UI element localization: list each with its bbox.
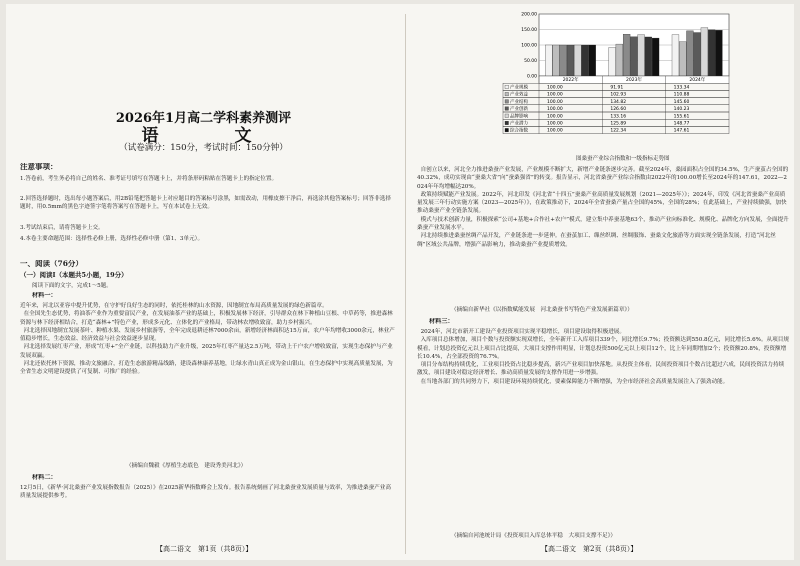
material3-source: （摘编自河池统计局《投资项目入库总体平稳 大项目支撑不足》）: [451, 533, 617, 539]
legend-swatch: [505, 92, 509, 96]
bar: [574, 45, 581, 76]
data-label: 145.60: [673, 99, 690, 105]
index-chart-svg: [501, 8, 741, 148]
bar: [623, 34, 630, 76]
bar: [645, 37, 652, 76]
bar: [616, 44, 623, 76]
data-label: 102.93: [610, 92, 627, 98]
bar: [560, 45, 567, 76]
legend-label: 产业规模: [510, 85, 528, 91]
data-label: 100.00: [547, 99, 563, 105]
legend-label: 品牌影响: [510, 114, 528, 120]
data-label: 100.00: [547, 121, 563, 127]
y-tick-label: 100.00: [521, 43, 537, 49]
data-label: 133.34: [673, 85, 690, 91]
material2-source: （摘编自新华社《以指数赋能发展 河北桑蚕书写特色产业发展新篇章》）: [451, 307, 633, 313]
section-instruction: 阅读下面的文字，完成1～5题。: [32, 283, 112, 289]
material3-text: 2024年，河北市新开工建设产业投资项目实现平稳增长，项目建设取得积极进展。 入库项目总体增加，项目个数与投资额实现双增长，全年新开工入库项目339个，同比增长9.7%；投资额达到550.8亿元，同比增长5.6%。从项目规模看，计划总投资亿元以上项目占比提高，大项目支撑作用明显，计划总投资500亿元以上项目12个，比上年同期增加2个；投资额20.8%，投资额增长10.4%，占全部投资的76.7%。 项目分布结构持续优化，工业项目投资占比稳步提高，新兴产业项目加快落地。从投资主体看，民间投资项目个数占比超过六成，民间投资活力持续激发，项目建设对稳定经济增长、推动高质量发展的支撑作用进一步增强。 在当地各部门的共同努力下，项目建设环境持续优化，要素保障能力不断增强，为全市经济社会高质量发展注入了强劲动能。: [417, 329, 789, 385]
legend-label: 产业效益: [510, 92, 528, 98]
bar: [679, 42, 686, 76]
exam-meta: （试卷满分：150分，考试时间：150分钟）: [119, 143, 288, 153]
data-label: 126.60: [610, 107, 627, 113]
legend-swatch: [505, 114, 509, 118]
legend-swatch: [505, 100, 509, 104]
note-3: 3.考试结束后，请将答题卡上交。: [20, 225, 104, 231]
data-label: 122.34: [610, 128, 627, 134]
data-label: 155.61: [673, 114, 690, 120]
data-label: 100.00: [547, 107, 563, 113]
data-label: 125.89: [610, 121, 627, 127]
data-label: 100.00: [547, 85, 563, 91]
y-tick-label: 150.00: [521, 28, 537, 33]
data-label: 140.23: [673, 107, 690, 113]
footer-left: 【高二语文 第1页（共8页）】: [156, 545, 253, 553]
note-2: 2.回答选择题时，选出每小题答案后，用2B铅笔把答题卡上对应题目的答案标号涂黑，如需改动，用橡皮擦干净后，再选涂其他答案标号；回答非选择题时，用0.5mm的黑色字迹签字笔将答案写在答题卡上，写在本试卷上无效。: [20, 196, 392, 211]
exam-title: 2026年1月高二学科素养测评: [115, 111, 292, 126]
material2-text: 12月5日，《新华·河北桑蚕产业发展指数报告（2025）》在2025新华指数峰会上发布。报告系统刻画了河北桑蚕业发展质量与效率，为推进桑蚕产业高质量发展提供参考。: [20, 485, 391, 500]
data-label: 100.00: [547, 128, 563, 134]
bar: [672, 35, 679, 76]
x-tick-label: 2024年: [689, 78, 706, 84]
material2-label: 材料二：: [32, 474, 57, 481]
data-label: 134.82: [610, 99, 627, 105]
y-tick-label: 50.00: [524, 59, 537, 64]
data-label: 147.61: [673, 128, 690, 134]
bar: [582, 45, 589, 76]
bar: [708, 30, 715, 76]
data-label: 148.77: [673, 121, 690, 127]
note-1: 1.答卷前，考生务必将自己的姓名、准考证号填写在答题卡上，并将条形码粘贴在答题卡上的指定位置。: [20, 176, 278, 182]
material2-continued: 自创立以来，河北全力推进桑蚕产业发展，产业规模不断扩大，新增产业链条逐步完善。截至2024年，桑园面积占全国的34.5%，生产蚕茧占全国的40.32%，成功实现由“蚕桑大省”向“蚕桑强省”的转变。报告显示，河北省桑蚕产业综合指数由2022年的100.00增长至2024年的147.61，2022—2024年年均增幅达20%。 政策持续赋能产业发展。2022年，河北印发《河北省“十四五”蚕桑产业高质量发展规划（2021—2025年）》；2024年，印发《河北省蚕桑产业高质量发展三年行动实施方案（2023—2025年）》，在政策推动下，2024年全省蚕桑产量占全国的45%，全国的28%；在此基础上，产业持续做强，加快推动桑蚕产业全链条发展。 模式与技术创新力量，积极探索“公司+基地+合作社+农户”模式，建立集中养蚕基地63个，推动产业向标准化、规模化、品牌化方向发展，全面提升桑蚕产业发展水平。 河北持续推进桑蚕丝绸产品开发，产业链条进一步延伸。在蚕茧加工、缫丝织绸、丝绸服饰、蚕桑文化旅游等方面实现全链条发展，打造“河北丝绸”区域公共品牌，增强产品影响力，推动桑蚕产业提质增效。: [417, 167, 789, 248]
note-4: 4.本卷主要命题范围：选择性必修上册，选择性必修中册（第1、3单元）。: [20, 236, 204, 242]
material1-label: 材料一：: [32, 292, 57, 299]
bar: [638, 35, 645, 76]
data-label: 110.88: [673, 92, 690, 98]
legend-label: 产业创新: [510, 107, 528, 113]
footer-right: 【高二语文 第2页（共8页）】: [541, 545, 638, 553]
data-label: 91.91: [610, 85, 624, 91]
bar: [567, 45, 574, 76]
material1-source: （摘编自魏毅《厚植生态底色 建设秀美河北》）: [126, 463, 247, 469]
legend-swatch: [505, 85, 509, 89]
legend-label: 综合指数: [510, 128, 528, 134]
bar: [545, 45, 552, 76]
bar: [715, 30, 722, 76]
bar: [701, 28, 708, 76]
bar: [553, 45, 560, 76]
material3-label: 材料三：: [429, 318, 454, 325]
bar: [686, 31, 693, 76]
exam-sheet: [6, 4, 794, 560]
index-chart: [501, 8, 741, 148]
section-part: 一、阅读（76分）: [20, 260, 83, 268]
data-label: 100.00: [547, 92, 563, 98]
subject-title: 语 文: [141, 126, 266, 146]
bar: [630, 37, 637, 76]
x-tick-label: 2022年: [562, 78, 579, 84]
legend-label: 产业结构: [510, 99, 528, 105]
data-label: 133.16: [610, 114, 627, 120]
bar: [609, 48, 616, 76]
section-sub: （一）阅读Ⅰ（本题共5小题，19分）: [20, 271, 128, 279]
chart-caption: 图桑蚕产业综合指数和一级指标走势图: [576, 156, 670, 162]
page-divider: [405, 14, 406, 554]
bar: [694, 33, 701, 76]
legend-swatch: [505, 128, 509, 132]
legend-label: 产业潜力: [510, 121, 528, 127]
y-tick-label: 0.00: [526, 74, 537, 80]
material1-text: 近年来，河北以亚容中提升优势，在守护好良好生态的同时，依托桂林的山水资源，因地制宜布局高质量发展的绿色新篇章。 在全国先生态优势，将油茶产业作为重要富民产业，在发展油茶产业的基础上，积极发展林下经济，引导群众在林下种植山豆根、中草药等，推进森林资源与林下经济相结合，打造“森林+”特色产业，形成多元化、立体化的产业格局，带动林农增收致富，助力乡村振兴。 河北选择因地制宜发展茶叶、种植水果、发展乡村旅游等，全年完成退耕还林7000余亩，新增经济林面积达15万亩，农户年均增收3000余元，林业产值稳步增长，生态效益、经济效益与社会效益逐步显现。 河北选择发展红枣产业，形成“红枣+”全产业链，以科技助力产业升级，2025年红枣产量达2.5万吨，带动上千户农户增收致富，实现生态保护与产业发展双赢。 河北还依托林下资源，推动文旅融合，打造生态旅游精品线路，建设森林康养基地，让绿水青山真正成为金山银山。在生态保护中实现高质量发展，为全省生态文明建设提供了可复制、可推广的经验。: [20, 303, 395, 376]
notes-heading: 注意事项：: [20, 163, 58, 171]
data-label: 100.00: [547, 114, 563, 120]
bar: [652, 38, 659, 76]
bar: [589, 45, 596, 76]
legend-swatch: [505, 107, 509, 111]
legend-swatch: [505, 121, 509, 125]
y-tick-label: 200.00: [521, 12, 537, 18]
x-tick-label: 2023年: [626, 78, 642, 84]
